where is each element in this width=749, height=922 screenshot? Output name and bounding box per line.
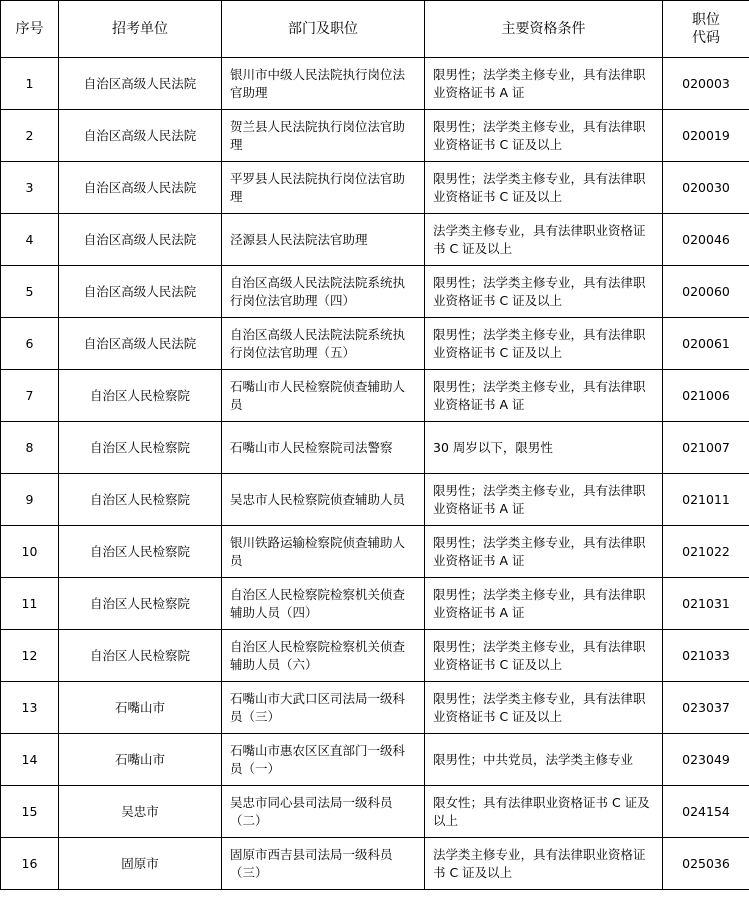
cell-department: 石嘴山市人民检察院侦查辅助人员 <box>222 370 425 422</box>
cell-conditions: 限男性；法学类主修专业，具有法律职业资格证书 A 证 <box>425 370 663 422</box>
table-row <box>1 474 749 526</box>
table-row <box>1 58 749 110</box>
cell-conditions: 限男性；法学类主修专业，具有法律职业资格证书 A 证 <box>425 58 663 110</box>
cell-unit: 自治区人民检察院 <box>59 370 222 422</box>
cell-position-code: 021033 <box>663 630 749 682</box>
cell-position-code: 020019 <box>663 110 749 162</box>
cell-conditions: 法学类主修专业，具有法律职业资格证书 C 证及以上 <box>425 838 663 890</box>
cell-sequence: 9 <box>1 474 59 526</box>
table-row <box>1 318 749 370</box>
cell-sequence: 6 <box>1 318 59 370</box>
cell-unit: 固原市 <box>59 838 222 890</box>
column-header-conditions-label: 主要资格条件 <box>501 21 586 38</box>
cell-conditions: 限男性；法学类主修专业，具有法律职业资格证书 A 证 <box>425 474 663 526</box>
cell-unit: 自治区人民检察院 <box>59 474 222 526</box>
cell-department: 泾源县人民法院法官助理 <box>222 214 425 266</box>
cell-department: 固原市西吉县司法局一级科员（三） <box>222 838 425 890</box>
table-row <box>1 786 749 838</box>
cell-department: 自治区高级人民法院法院系统执行岗位法官助理（五） <box>222 318 425 370</box>
table-row <box>1 630 749 682</box>
cell-unit: 吴忠市 <box>59 786 222 838</box>
cell-unit: 石嘴山市 <box>59 682 222 734</box>
cell-position-code: 024154 <box>663 786 749 838</box>
table-row <box>1 682 749 734</box>
column-header-sequence-label: 序号 <box>15 21 44 38</box>
cell-unit: 自治区高级人民法院 <box>59 110 222 162</box>
cell-conditions: 限男性；法学类主修专业，具有法律职业资格证书 C 证及以上 <box>425 630 663 682</box>
cell-sequence: 13 <box>1 682 59 734</box>
cell-position-code: 020046 <box>663 214 749 266</box>
table-row <box>1 266 749 318</box>
cell-position-code: 025036 <box>663 838 749 890</box>
table-body <box>1 58 749 890</box>
cell-conditions: 30 周岁以下，限男性 <box>425 422 663 474</box>
cell-department: 自治区高级人民法院法院系统执行岗位法官助理（四） <box>222 266 425 318</box>
column-header-position-code-label-line1: 职位 <box>692 12 720 28</box>
column-header-department <box>222 1 425 58</box>
cell-unit: 自治区高级人民法院 <box>59 162 222 214</box>
column-header-conditions <box>425 1 663 58</box>
column-header-position-code-label-line2: 代码 <box>692 30 720 47</box>
cell-position-code: 023037 <box>663 682 749 734</box>
cell-unit: 自治区高级人民法院 <box>59 214 222 266</box>
cell-sequence: 7 <box>1 370 59 422</box>
cell-conditions: 法学类主修专业，具有法律职业资格证书 C 证及以上 <box>425 214 663 266</box>
cell-unit: 自治区高级人民法院 <box>59 318 222 370</box>
cell-department: 平罗县人民法院执行岗位法官助理 <box>222 162 425 214</box>
cell-department: 吴忠市人民检察院侦查辅助人员 <box>222 474 425 526</box>
cell-unit: 自治区人民检察院 <box>59 422 222 474</box>
cell-conditions: 限男性；法学类主修专业，具有法律职业资格证书 C 证及以上 <box>425 110 663 162</box>
cell-sequence: 10 <box>1 526 59 578</box>
cell-sequence: 2 <box>1 110 59 162</box>
table-header <box>1 1 749 58</box>
table-row <box>1 838 749 890</box>
cell-conditions: 限男性；法学类主修专业，具有法律职业资格证书 A 证 <box>425 526 663 578</box>
cell-department: 贺兰县人民法院执行岗位法官助理 <box>222 110 425 162</box>
cell-sequence: 11 <box>1 578 59 630</box>
cell-unit: 石嘴山市 <box>59 734 222 786</box>
table-row <box>1 370 749 422</box>
cell-conditions: 限男性；中共党员，法学类主修专业 <box>425 734 663 786</box>
cell-sequence: 15 <box>1 786 59 838</box>
table-row <box>1 422 749 474</box>
cell-department: 自治区人民检察院检察机关侦查辅助人员（四） <box>222 578 425 630</box>
cell-position-code: 021011 <box>663 474 749 526</box>
table-row <box>1 578 749 630</box>
column-header-sequence <box>1 1 59 58</box>
cell-unit: 自治区高级人民法院 <box>59 266 222 318</box>
cell-unit: 自治区人民检察院 <box>59 526 222 578</box>
cell-position-code: 023049 <box>663 734 749 786</box>
cell-sequence: 14 <box>1 734 59 786</box>
cell-unit: 自治区高级人民法院 <box>59 58 222 110</box>
cell-conditions: 限男性；法学类主修专业，具有法律职业资格证书 A 证 <box>425 578 663 630</box>
cell-conditions: 限女性；具有法律职业资格证书 C 证及以上 <box>425 786 663 838</box>
table-row <box>1 214 749 266</box>
cell-position-code: 020030 <box>663 162 749 214</box>
column-header-unit <box>59 1 222 58</box>
cell-department: 吴忠市同心县司法局一级科员（二） <box>222 786 425 838</box>
cell-sequence: 12 <box>1 630 59 682</box>
cell-conditions: 限男性；法学类主修专业，具有法律职业资格证书 C 证及以上 <box>425 162 663 214</box>
table-row <box>1 526 749 578</box>
cell-conditions: 限男性；法学类主修专业，具有法律职业资格证书 C 证及以上 <box>425 318 663 370</box>
cell-position-code: 020003 <box>663 58 749 110</box>
cell-position-code: 021007 <box>663 422 749 474</box>
cell-department: 石嘴山市大武口区司法局一级科员（三） <box>222 682 425 734</box>
cell-conditions: 限男性；法学类主修专业，具有法律职业资格证书 C 证及以上 <box>425 266 663 318</box>
cell-position-code: 020060 <box>663 266 749 318</box>
cell-sequence: 5 <box>1 266 59 318</box>
cell-unit: 自治区人民检察院 <box>59 578 222 630</box>
column-header-position-code <box>663 1 749 58</box>
cell-sequence: 16 <box>1 838 59 890</box>
table-header-row <box>1 1 749 58</box>
cell-conditions: 限男性；法学类主修专业，具有法律职业资格证书 C 证及以上 <box>425 682 663 734</box>
table-row <box>1 734 749 786</box>
cell-sequence: 3 <box>1 162 59 214</box>
cell-position-code: 021031 <box>663 578 749 630</box>
cell-position-code: 021022 <box>663 526 749 578</box>
column-header-unit-label: 招考单位 <box>112 21 168 38</box>
cell-department: 银川铁路运输检察院侦查辅助人员 <box>222 526 425 578</box>
table-row <box>1 162 749 214</box>
cell-sequence: 4 <box>1 214 59 266</box>
column-header-department-label: 部门及职位 <box>288 21 358 38</box>
table-row <box>1 110 749 162</box>
cell-position-code: 021006 <box>663 370 749 422</box>
cell-department: 石嘴山市人民检察院司法警察 <box>222 422 425 474</box>
cell-unit: 自治区人民检察院 <box>59 630 222 682</box>
cell-department: 银川市中级人民法院执行岗位法官助理 <box>222 58 425 110</box>
cell-sequence: 1 <box>1 58 59 110</box>
cell-department: 自治区人民检察院检察机关侦查辅助人员（六） <box>222 630 425 682</box>
cell-sequence: 8 <box>1 422 59 474</box>
cell-department: 石嘴山市惠农区区直部门一级科员（一） <box>222 734 425 786</box>
cell-position-code: 020061 <box>663 318 749 370</box>
